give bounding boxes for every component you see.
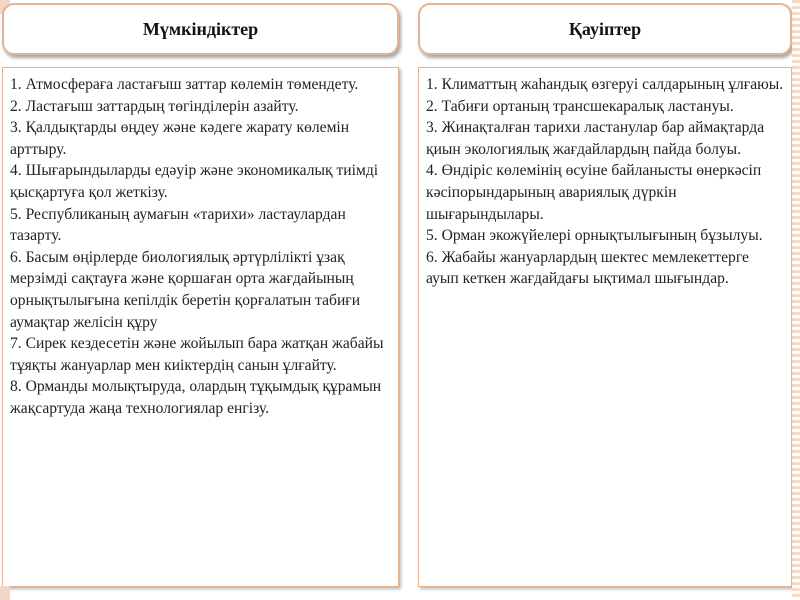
threats-list	[418, 67, 792, 587]
opportunities-header-label: Мүмкіндіктер	[142, 18, 259, 39]
opportunity-item-8: 8. Орманды молықтыруда, олардың тұқымдық құрамын жақсартуда жаңа технологиялар енгізу.	[10, 378, 382, 417]
opportunity-item-3: 3. Қалдықтарды өңдеу және кәдеге жарату көлемін арттыру.	[10, 119, 350, 158]
threat-item-6: 6. Жабайы жануарлардың шектес мемлекеттерге ауып кеткен жағдайдағы ықтимал шығындар.	[426, 248, 749, 288]
threat-item-4: 4. Өндіріс көлемінің өсуіне байланысты өнеркәсіп кәсіпорындарының авариялық дүркін шығарындылары.	[426, 162, 762, 223]
opportunity-item-5: 5. Республиканың аумағын «тарихи» ластаулардан тазарту.	[10, 205, 346, 245]
stripe-decoration	[792, 0, 800, 600]
opportunity-item-6: 6. Басым өңірлерде биологиялық әртүрлілікті ұзақ мерзімді сақтауға және қоршаған орта жағдайының орнықтылығына кепілдік беретін қорғалатын табиғи аумақтар желісін құру	[10, 248, 361, 331]
opportunity-item-4: 4. Шығарындыларды едәуір және экономикалық тиімді қысқартуға қол жеткізу.	[10, 162, 379, 201]
threat-item-1: 1. Климаттың жаһандық өзгеруі салдарының ұлғаюы.	[426, 76, 784, 93]
corner-decoration-bottom	[0, 586, 10, 600]
threats-header-label: Қауіптер	[568, 18, 642, 39]
threat-item-3: 3. Жинақталған тарихи ластанулар бар аймақтарда қиын экологиялық жағдайлардың пайда болуы.	[426, 119, 765, 158]
threat-item-2: 2. Табиғи ортаның трансшекаралық ластануы.	[426, 97, 734, 115]
opportunity-item-7: 7. Сирек кездесетін және жойылып бара жатқан жабайы тұяқты жануарлар мен киіктердің санын ұлғайту.	[10, 335, 384, 374]
opportunity-item-1: 1. Атмосфераға ластағыш заттар көлемін төмендету.	[10, 76, 359, 93]
opportunities-header	[2, 3, 399, 55]
threat-item-5: 5. Орман экожүйелері орнықтылығының бұзылуы.	[426, 227, 763, 245]
opportunities-list	[2, 67, 399, 587]
opportunity-item-2: 2. Ластағыш заттардың төгінділерін азайту.	[10, 97, 299, 115]
threats-header	[418, 3, 792, 55]
